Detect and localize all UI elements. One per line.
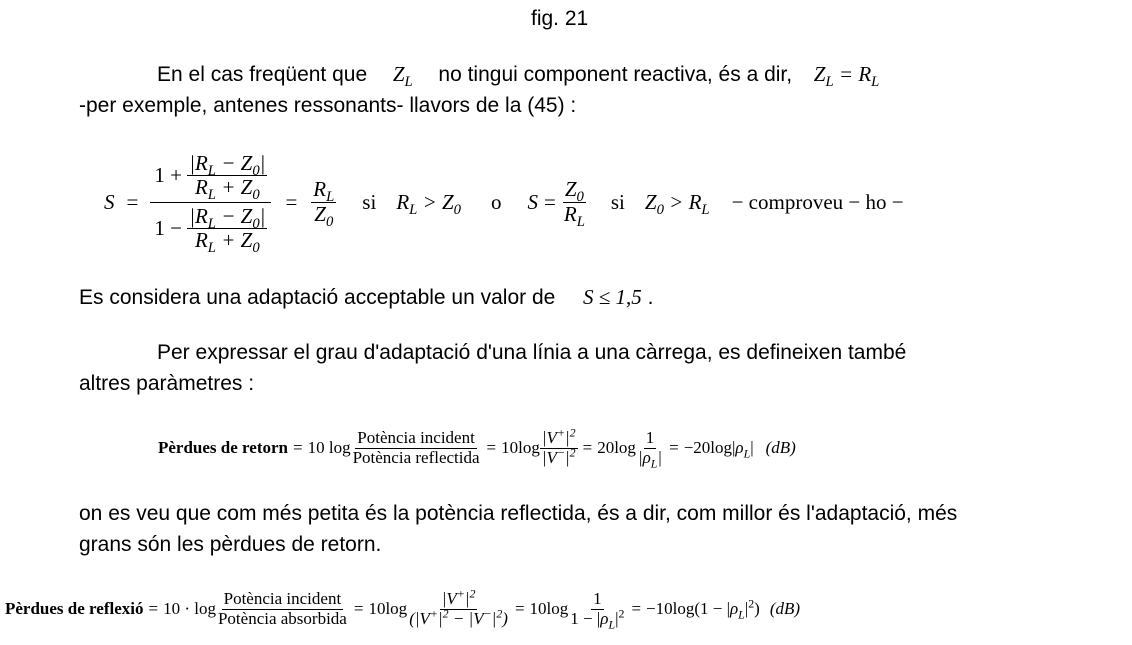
paragraph-3-line-2: altres paràmetres : xyxy=(79,372,255,395)
eq-S-big-fraction: 1 + $\frac{|R_L - Z_0|}{R_L + Z_0}$ 1 − $\frac{|R_L - Z_0|}{R_L + Z_0}$ xyxy=(150,152,271,251)
eq-S-Z0-over-RL: $\frac{Z_0}{R_L}$ xyxy=(563,177,585,230)
return-loss-label: Pèrdues de retorn xyxy=(158,438,288,457)
reflection-loss-unit: (dB) xyxy=(769,599,801,618)
paragraph-3-line-1: Per expressar el grau d'adaptació d'una línia a una càrrega, es defineixen també xyxy=(157,341,907,364)
paragraph-2-text: Es considera una adaptació acceptable un valor de xyxy=(79,286,556,309)
paragraph-2-end: . xyxy=(647,286,654,309)
paragraph-4-line-2: grans són les pèrdues de retorn. xyxy=(79,533,382,556)
paragraph-1-text-a: En el cas freqüent que xyxy=(157,63,368,86)
reflection-loss-power-fraction: $\frac{\text{Potència incident}}{\text{Potència absorbida}}$ xyxy=(217,588,347,628)
equation-standing-wave-ratio: S = 1 + $\frac{|R_L - Z_0|}{R_L + Z_0}$ 1 − $\frac{|R_L - Z_0|}{R_L + Z_0}$ = $\frac{R_L}{Z_0}$ si $R_L > Z_0$ o S = $\frac{Z_0}{R_L}$ si $Z_0 > R_L$ − comproveu − ho − xyxy=(104,151,904,256)
inline-math-ZL: $Z_L$ xyxy=(392,62,413,91)
paragraph-1-line-1 xyxy=(157,59,879,90)
paragraph-4-line-1: on es veu que com més petita és la potència reflectida, és a dir, com millor és l'adaptació, més xyxy=(79,502,958,525)
eq-S-symbol: S xyxy=(104,189,115,214)
paragraph-2-value: S ≤ 1,5 xyxy=(583,285,642,309)
inline-math-ZL-equals-RL: $Z_L = R_L$ xyxy=(813,62,880,91)
paragraph-1-text-b: no tingui component reactiva, és a dir, xyxy=(438,63,793,86)
eq-S-word-si-2: si xyxy=(610,189,625,214)
return-loss-unit: (dB) xyxy=(765,438,796,457)
eq-S-word-o: o xyxy=(491,189,502,214)
figure-caption: fig. 21 xyxy=(531,7,589,30)
paragraph-1-line-2: -per exemple, antenes ressonants- llavors de la (45) : xyxy=(79,94,577,117)
paragraph-2 xyxy=(79,282,653,313)
return-loss-power-fraction: $\frac{\text{Potència incident}}{\text{Potència reflectida}}$ xyxy=(352,427,480,467)
eq-S-tail: − comproveu − ho − xyxy=(731,189,904,214)
equation-reflection-loss: Pèrdues de reflexió = 10 · log $\frac{\text{Potència incident}}{\text{Potència absorbida}}$ = 10log $\frac{|V^+|^2}{(|V^+|^2 - |V^-|^2)}$ = 10log $\frac{1}{1 - |\rho_L|^2}$ = $-10\log(1 - |\rho_L|^2)$ (dB) xyxy=(5,586,801,631)
eq-S-word-si-1: si xyxy=(362,189,377,214)
equation-return-loss: Pèrdues de retorn = 10 log $\frac{\text{Potència incident}}{\text{Potència reflectida}}$ = 10log $\frac{|V^+|^2}{|V^-|^2}$ = 20log $\frac{1}{|\rho_L|}$ = $-20\log|\rho_L|$ (dB) xyxy=(158,425,796,470)
reflection-loss-label: Pèrdues de reflexió xyxy=(5,599,144,618)
eq-S-RL-over-Z0: $\frac{R_L}{Z_0}$ xyxy=(313,177,335,230)
